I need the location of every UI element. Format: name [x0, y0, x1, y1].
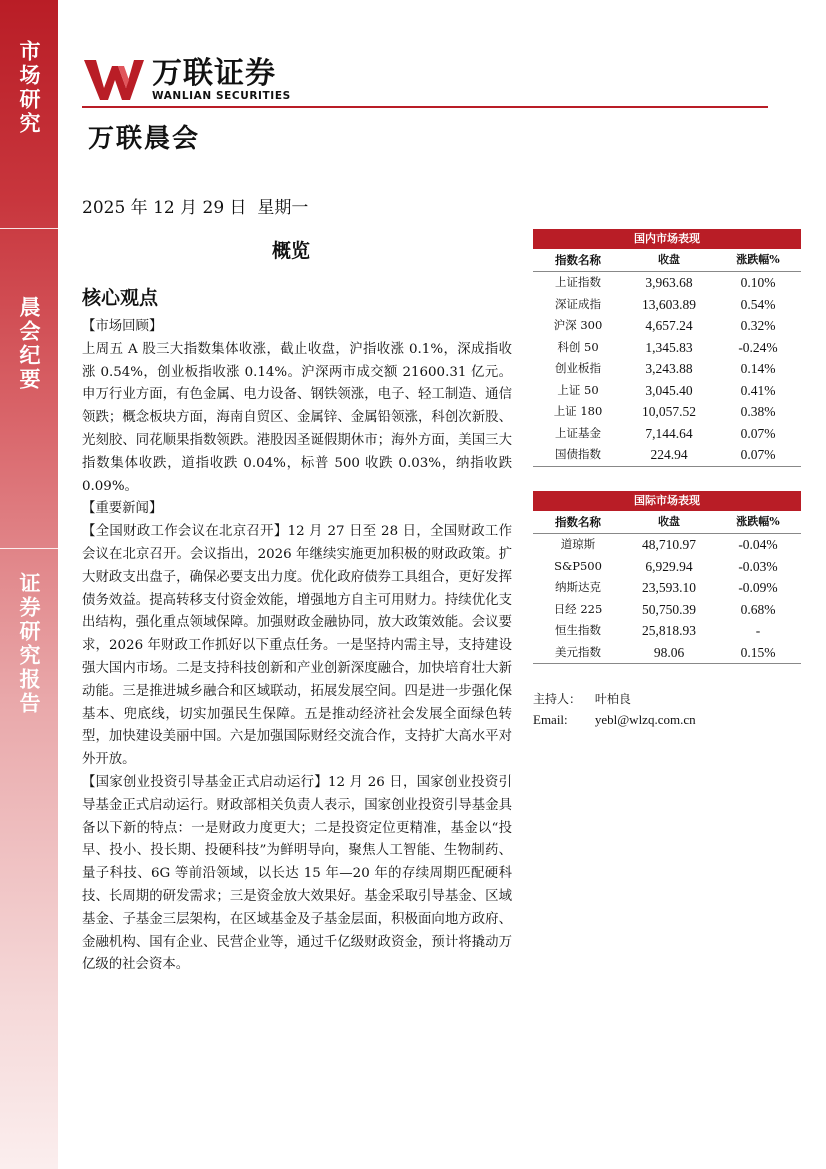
logo-english-name: WANLIAN SECURITIES: [152, 90, 291, 102]
market-review-paragraph: 上周五 A 股三大指数集体收涨，截止收盘，沪指收涨 0.1%，深成指收涨 0.54%，创业板指收涨 0.14%。沪深两市成交额 21600.31 亿元。申万行业方面，有色金属、电力设备、钢铁领涨，电子、轻工制造、通信领跌；概念板块方面，海南自贸区、金属锌、金属铅领涨，科创次新股、光刻胶、同花顺果指数领跌。港股因圣诞假期休市；海外方面，美国三大指数集体收跌，道指收跌 0.04%，标普 500 收跌 0.03%，纳指收跌 0.09%。: [82, 341, 512, 494]
table-row: 创业板指 3,243.88 0.14%: [555, 361, 776, 376]
table-row: 上证 180 10,057.52 0.38%: [553, 404, 776, 419]
header-rule: [82, 106, 768, 108]
table-row: 国债指数 224.94 0.07%: [533, 444, 801, 467]
company-logo: [82, 58, 291, 102]
table-header-row: 指数名称 收盘 涨跌幅%: [533, 511, 801, 534]
email-label: Email:: [533, 712, 568, 727]
overview-heading: 概览: [272, 240, 311, 262]
market-review-heading: 【市场回顾】: [82, 319, 163, 334]
sidebar-section-market-research: 市场研究: [17, 40, 42, 136]
domestic-table-title: 国内市场表现: [533, 229, 801, 249]
international-market-table: [533, 491, 801, 664]
table-row: 道琼斯 48,710.97 -0.04%: [560, 537, 778, 552]
wanlian-w-logo-icon: [82, 58, 146, 102]
news-venture-fund-paragraph: 【国家创业投资引导基金正式启动运行】12 月 26 日，国家创业投资引导基金正式启动运行。财政部相关负责人表示，国家创业投资引导基金具备以下新的特点：一是财政力度更大；二是投资定位更精准，基金以“投早、投小、投长期、投硬科技”为鲜明导向，聚焦人工智能、生物制药、量子科技、6G 等前沿领域，以长达 15 年—20 年的存续周期匹配硬科技、长周期的研发需求；三是资金放大效果好。基金采取引导基金、区域基金、子基金三层架构，在区域基金及子基金层面，积极面向地方政府、金融机构、国有企业、民营企业等，通过千亿级财政资金，预计将撬动万亿级的社会资本。: [82, 774, 512, 973]
important-news-heading: 【重要新闻】: [82, 501, 163, 517]
logo-chinese-name: 万联证券: [152, 56, 276, 91]
core-views-heading: 核心观点: [82, 287, 159, 309]
report-title: 万联晨会: [88, 124, 201, 154]
sidebar-divider: [0, 548, 58, 549]
sidebar-section-morning-notes: 晨会纪要: [17, 296, 42, 392]
email-link[interactable]: yebl@wlzq.com.cn: [594, 712, 696, 727]
email-line: [533, 712, 696, 728]
table-row: 上证 50 3,045.40 0.41%: [557, 382, 776, 398]
table-row: 恒生指数 25,818.93 -: [555, 623, 761, 638]
table-row: 日经 225 50,750.39 0.68%: [553, 601, 776, 617]
sidebar-section-research-report: 证券研究报告: [17, 572, 42, 716]
domestic-market-table: [533, 229, 801, 467]
table-row: 上证基金 7,144.64 0.07%: [555, 425, 776, 441]
sidebar: [0, 0, 58, 1169]
host-name: 叶柏良: [594, 692, 631, 706]
intl-table-title: 国际市场表现: [533, 491, 801, 511]
table-row: S&P500 6,929.94 -0.03%: [554, 558, 778, 574]
host-line: [533, 690, 631, 707]
table-row: 深证成指 13,603.89 0.54%: [555, 296, 776, 312]
table-row: 纳斯达克 23,593.10 -0.09%: [555, 580, 778, 595]
news-fiscal-conference-paragraph: 【全国财政工作会议在北京召开】12 月 27 日至 28 日，全国财政工作会议在北京召开。会议指出，2026 年继续实施更加积极的财政政策。扩大财政支出盘子，确保必要支出力度。优化政府债券工具组合，更好发挥债务效益。提高转移支付资金效能，增强地方自主可用财力。持续优化支出结构，强化重点领域保障。加强财政金融协同，放大政策效能。会议要求，2026 年财政工作抓好以下重点任务。一是坚持内需主导，支持建设强大国内市场。二是支持科技创新和产业创新深度融合，加快培育壮大新动能。三是推进城乡融合和区域联动，拓展发展空间。四是进一步强化保基本、兜底线，切实加强民生保障。五是推动经济社会发展全面绿色转型，加快建设美丽中国。六是加强国际财经交流合作，支持扩大高水平对外开放。: [82, 524, 512, 768]
sidebar-divider: [0, 228, 58, 229]
body-text: [82, 316, 512, 977]
table-row: 科创 50 1,345.83 -0.24%: [557, 339, 778, 355]
table-header-row: 指数名称 收盘 涨跌幅%: [533, 249, 801, 272]
report-date: 2025 年 12 月 29 日 星期一: [82, 198, 309, 218]
table-row: 上证指数 3,963.68 0.10%: [555, 275, 776, 290]
table-row: 美元指数 98.06 0.15%: [533, 642, 801, 665]
table-row: 沪深 300 4,657.24 0.32%: [553, 318, 776, 333]
host-label: 主持人：: [533, 692, 582, 706]
